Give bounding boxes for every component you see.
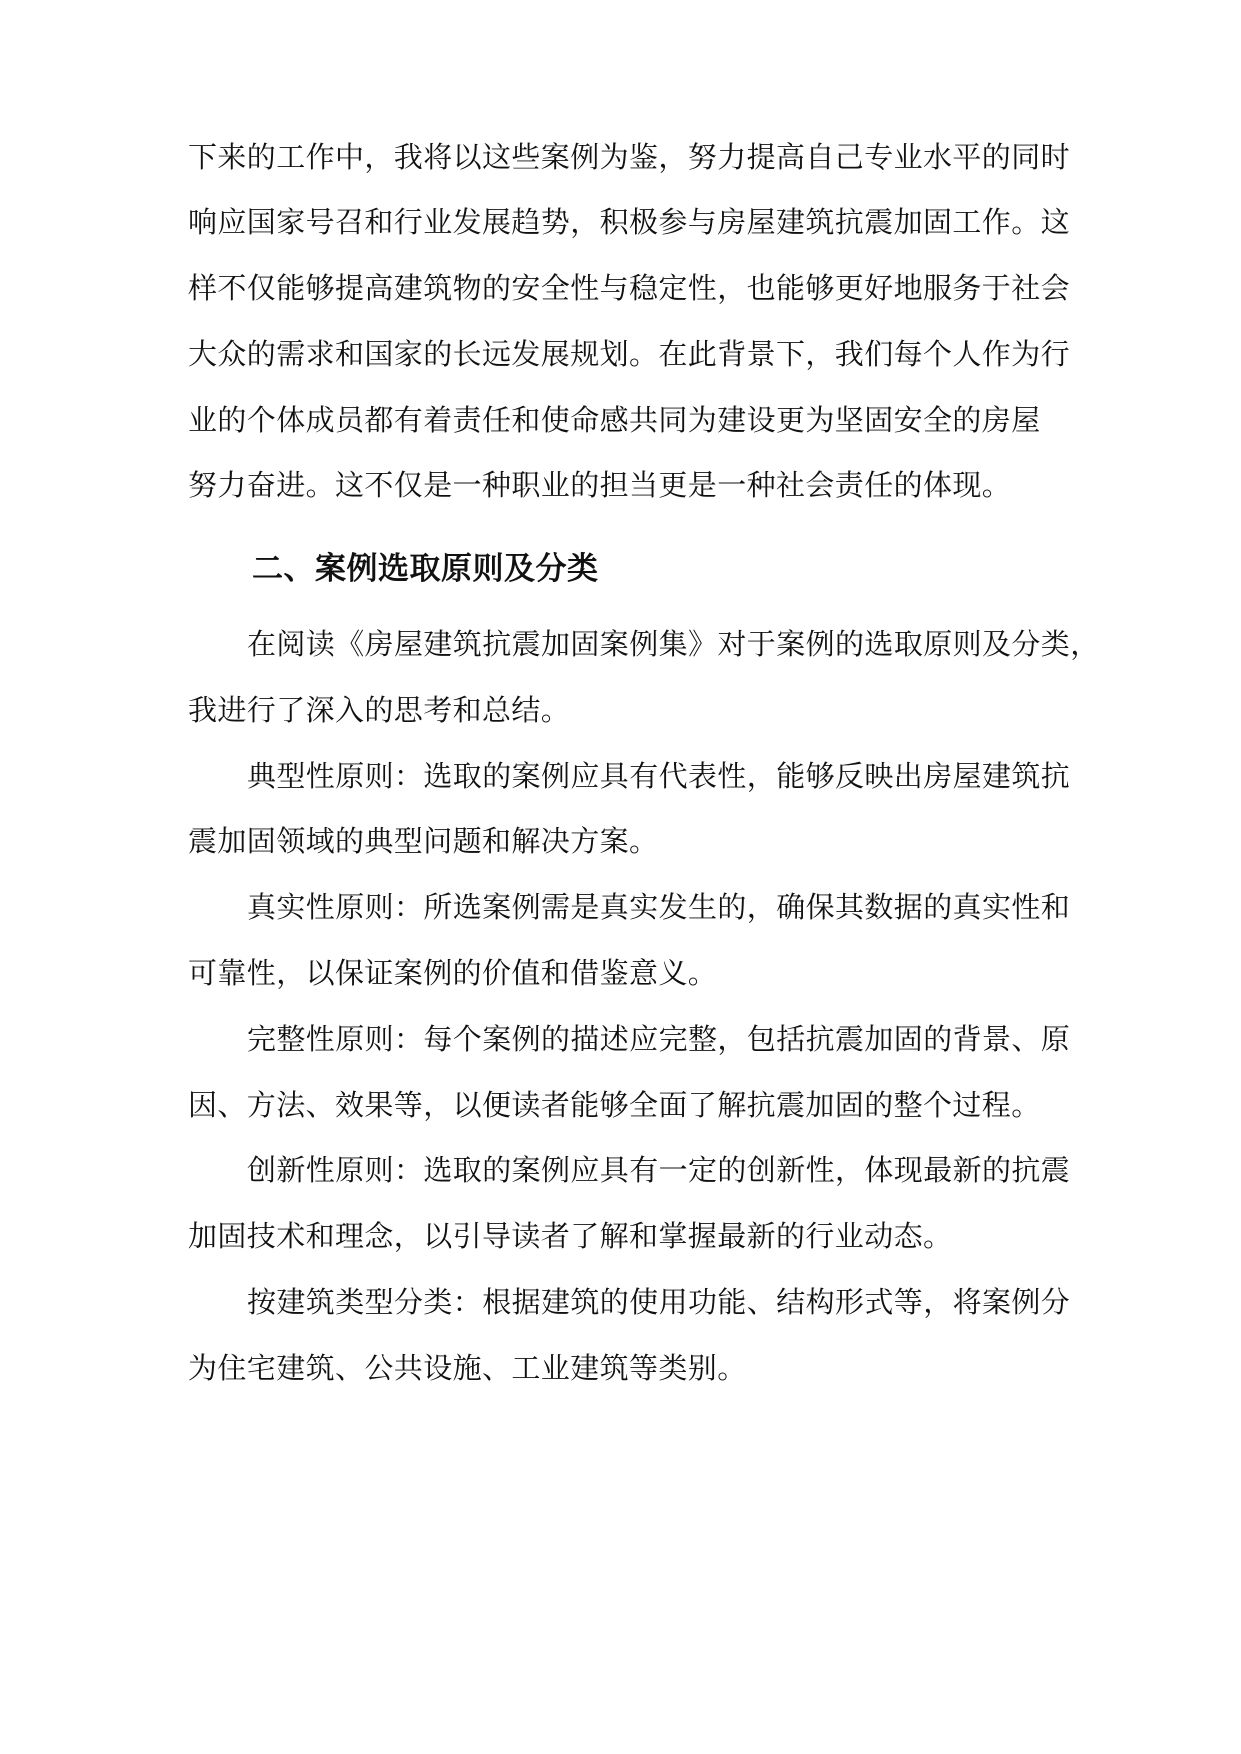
paragraph-line: 加固技术和理念，以引导读者了解和掌握最新的行业动态。 bbox=[188, 1219, 953, 1253]
paragraph-line: 真实性原则：所选案例需是真实发生的，确保其数据的真实性和 bbox=[247, 890, 1071, 924]
paragraph-line: 震加固领域的典型问题和解决方案。 bbox=[188, 824, 659, 858]
paragraph-line: 下来的工作中，我将以这些案例为鉴，努力提高自己专业水平的同时 bbox=[188, 140, 1071, 174]
paragraph-line: 为住宅建筑、公共设施、工业建筑等类别。 bbox=[188, 1351, 747, 1385]
paragraph-line: 努力奋进。这不仅是一种职业的担当更是一种社会责任的体现。 bbox=[188, 468, 1012, 502]
paragraph-line: 按建筑类型分类：根据建筑的使用功能、结构形式等，将案例分 bbox=[247, 1285, 1071, 1319]
paragraph-line: 大众的需求和国家的长远发展规划。在此背景下，我们每个人作为行 bbox=[188, 337, 1071, 371]
paragraph-line: 在阅读《房屋建筑抗震加固案例集》对于案例的选取原则及分类， bbox=[247, 627, 1100, 661]
paragraph-line: 可靠性，以保证案例的价值和借鉴意义。 bbox=[188, 956, 718, 990]
section-heading: 二、案例选取原则及分类 bbox=[252, 551, 599, 587]
paragraph-line: 典型性原则：选取的案例应具有代表性，能够反映出房屋建筑抗 bbox=[247, 759, 1071, 793]
paragraph-line: 业的个体成员都有着责任和使命感共同为建设更为坚固安全的房屋 bbox=[188, 403, 1041, 437]
paragraph-line: 因、方法、效果等，以便读者能够全面了解抗震加固的整个过程。 bbox=[188, 1088, 1041, 1122]
paragraph-line: 我进行了深入的思考和总结。 bbox=[188, 693, 571, 727]
paragraph-line: 创新性原则：选取的案例应具有一定的创新性，体现最新的抗震 bbox=[247, 1153, 1071, 1187]
paragraph-line: 完整性原则：每个案例的描述应完整，包括抗震加固的背景、原 bbox=[247, 1022, 1071, 1056]
paragraph-line: 样不仅能够提高建筑物的安全性与稳定性，也能够更好地服务于社会 bbox=[188, 271, 1071, 305]
paragraph-line: 响应国家号召和行业发展趋势，积极参与房屋建筑抗震加固工作。这 bbox=[188, 205, 1071, 239]
